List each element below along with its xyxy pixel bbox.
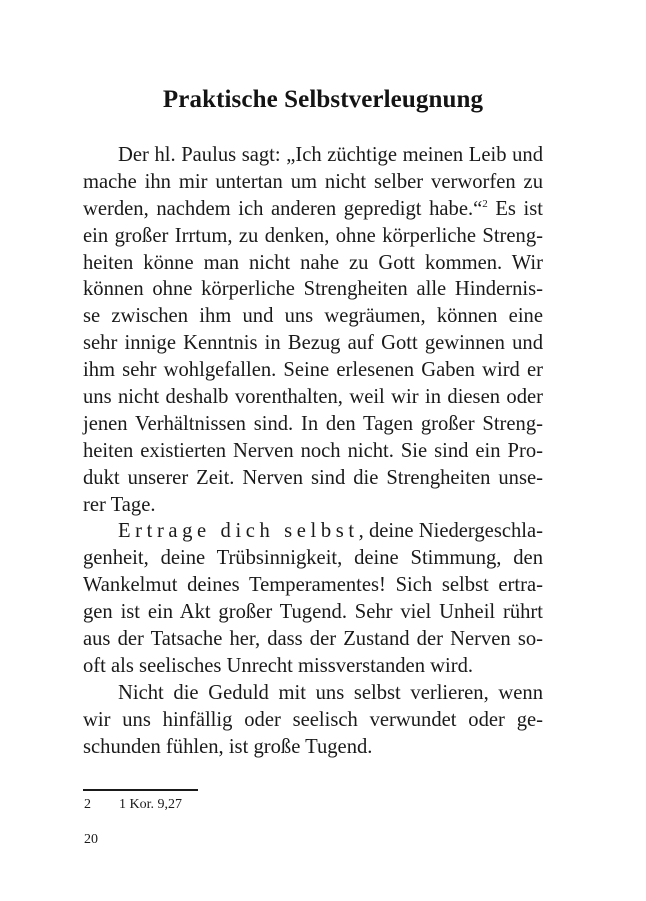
- footnote-number: 2: [84, 797, 91, 812]
- text-line-with-footnote: [83, 196, 543, 223]
- text-line: heiten könne man nicht nahe zu Gott kommen. Wir: [83, 251, 543, 274]
- text-line: jenen Verhältnissen sind. In den Tagen großer Streng-: [83, 412, 543, 435]
- text-line: mache ihn mir untertan um nicht selber verworfen zu: [83, 170, 543, 193]
- text-line: genheit, deine Trübsinnigkeit, deine Stimmung, den: [83, 547, 543, 570]
- footnote-separator: [83, 789, 198, 791]
- text-line: se zwischen ihm und uns wegräumen, können eine: [83, 305, 543, 328]
- text-line: uns nicht deshalb vorenthalten, weil wir in diesen oder: [83, 386, 543, 409]
- text-line: heiten existierten Nerven noch nicht. Sie sind ein Pro-: [83, 439, 543, 462]
- footnote: [84, 797, 182, 813]
- text-line: aus der Tatsache her, dass der Zustand der Nerven so-: [83, 628, 543, 651]
- spaced-emphasis: Ertrage dich selbst: [118, 520, 359, 543]
- text-line: können ohne körperliche Strengheiten alle Hindernis-: [83, 278, 543, 301]
- footnote-reference[interactable]: 2: [482, 197, 488, 210]
- text-fragment: werden, nachdem ich anderen gepredigt habe.“: [83, 197, 483, 220]
- text-fragment: Es ist: [487, 197, 543, 220]
- text-line: wir uns hinfällig oder seelisch verwundet oder ge-: [83, 708, 543, 731]
- text-line: Nicht die Geduld mit uns selbst verlieren, wenn: [118, 681, 543, 704]
- page-number: 20: [84, 832, 98, 847]
- text-line: ein großer Irrtum, zu denken, ohne körperliche Streng-: [83, 224, 543, 247]
- text-line: schunden fühlen, ist große Tugend.: [83, 735, 373, 758]
- text-line: Wankelmut deines Temperamentes! Sich selbst ertra-: [83, 574, 543, 597]
- text-line: gen ist ein Akt großer Tugend. Sehr viel Unheil rührt: [83, 601, 543, 624]
- text-line: sehr innige Kenntnis in Bezug auf Gott gewinnen und: [83, 332, 543, 355]
- text-fragment: , deine Niedergeschla-: [358, 520, 543, 543]
- text-line: ihm sehr wohlgefallen. Seine erlesenen Gaben wird er: [83, 359, 543, 382]
- page-title: Praktische Selbstverleugnung: [162, 86, 484, 113]
- text-line-with-emphasis: [83, 518, 543, 545]
- body-text: [83, 142, 543, 760]
- footnote-text: 1 Kor. 9,27: [119, 797, 182, 812]
- text-line: oft als seelisches Unrecht missverstanden wird.: [83, 654, 474, 677]
- text-line: Der hl. Paulus sagt: „Ich züchtige meinen Leib und: [118, 144, 543, 166]
- text-line: dukt unserer Zeit. Nerven sind die Strengheiten unse-: [83, 466, 543, 489]
- text-line: rer Tage.: [83, 493, 156, 516]
